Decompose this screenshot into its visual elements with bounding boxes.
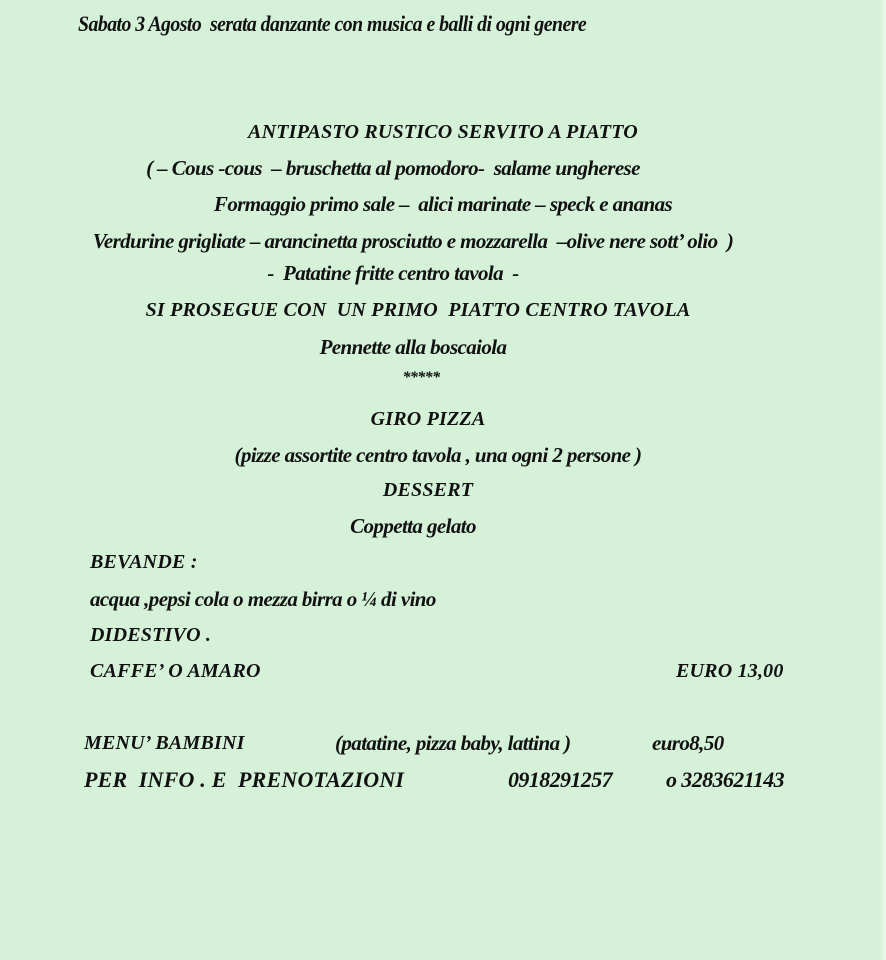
primo-title: SI PROSEGUE CON UN PRIMO PIATTO CENTRO TAVOLA [145,299,691,321]
bambini-items: (patatine, pizza baby, lattina ) [335,731,571,755]
event-header: Sabato 3 Agosto serata danzante con musica e balli di ogni genere [78,11,587,36]
antipasto-line: Formaggio primo sale – alici marinate – speck e ananas [213,192,673,216]
antipasto-line: ( – Cous -cous – bruschetta al pomodoro- salame ungherese [146,156,640,180]
scan-edge [880,0,886,960]
antipasto-line: Verdurine grigliate – arancinetta prosciutto e mozzarella –olive nere sott’ olio ) [92,229,734,253]
digestivo-item: CAFFE’ O AMARO [90,660,261,682]
bambini-price: euro8,50 [652,731,724,755]
primo-dish: Pennette alla boscaiola [319,335,507,359]
antipasto-line: - Patatine fritte centro tavola - [267,261,519,285]
info-label: PER INFO . E PRENOTAZIONI [84,767,405,792]
bevande-title: BEVANDE : [90,551,198,573]
menu-price: EURO 13,00 [676,660,784,682]
info-phone-1: 0918291257 [508,767,613,792]
info-phone-2: o 3283621143 [666,767,785,792]
separator: ***** [402,369,440,386]
bevande-item: acqua ,pepsi cola o mezza birra o ¼ di vino [90,587,436,611]
dessert-item: Coppetta gelato [350,514,476,538]
pizza-note: (pizze assortite centro tavola , una ogni 2 persone ) [234,443,642,467]
bambini-title: MENU’ BAMBINI [84,732,245,754]
antipasto-title: ANTIPASTO RUSTICO SERVITO A PIATTO [248,121,638,143]
digestivo-title: DIDESTIVO . [90,624,212,646]
pizza-title: GIRO PIZZA [370,408,486,430]
dessert-title: DESSERT [382,479,474,501]
